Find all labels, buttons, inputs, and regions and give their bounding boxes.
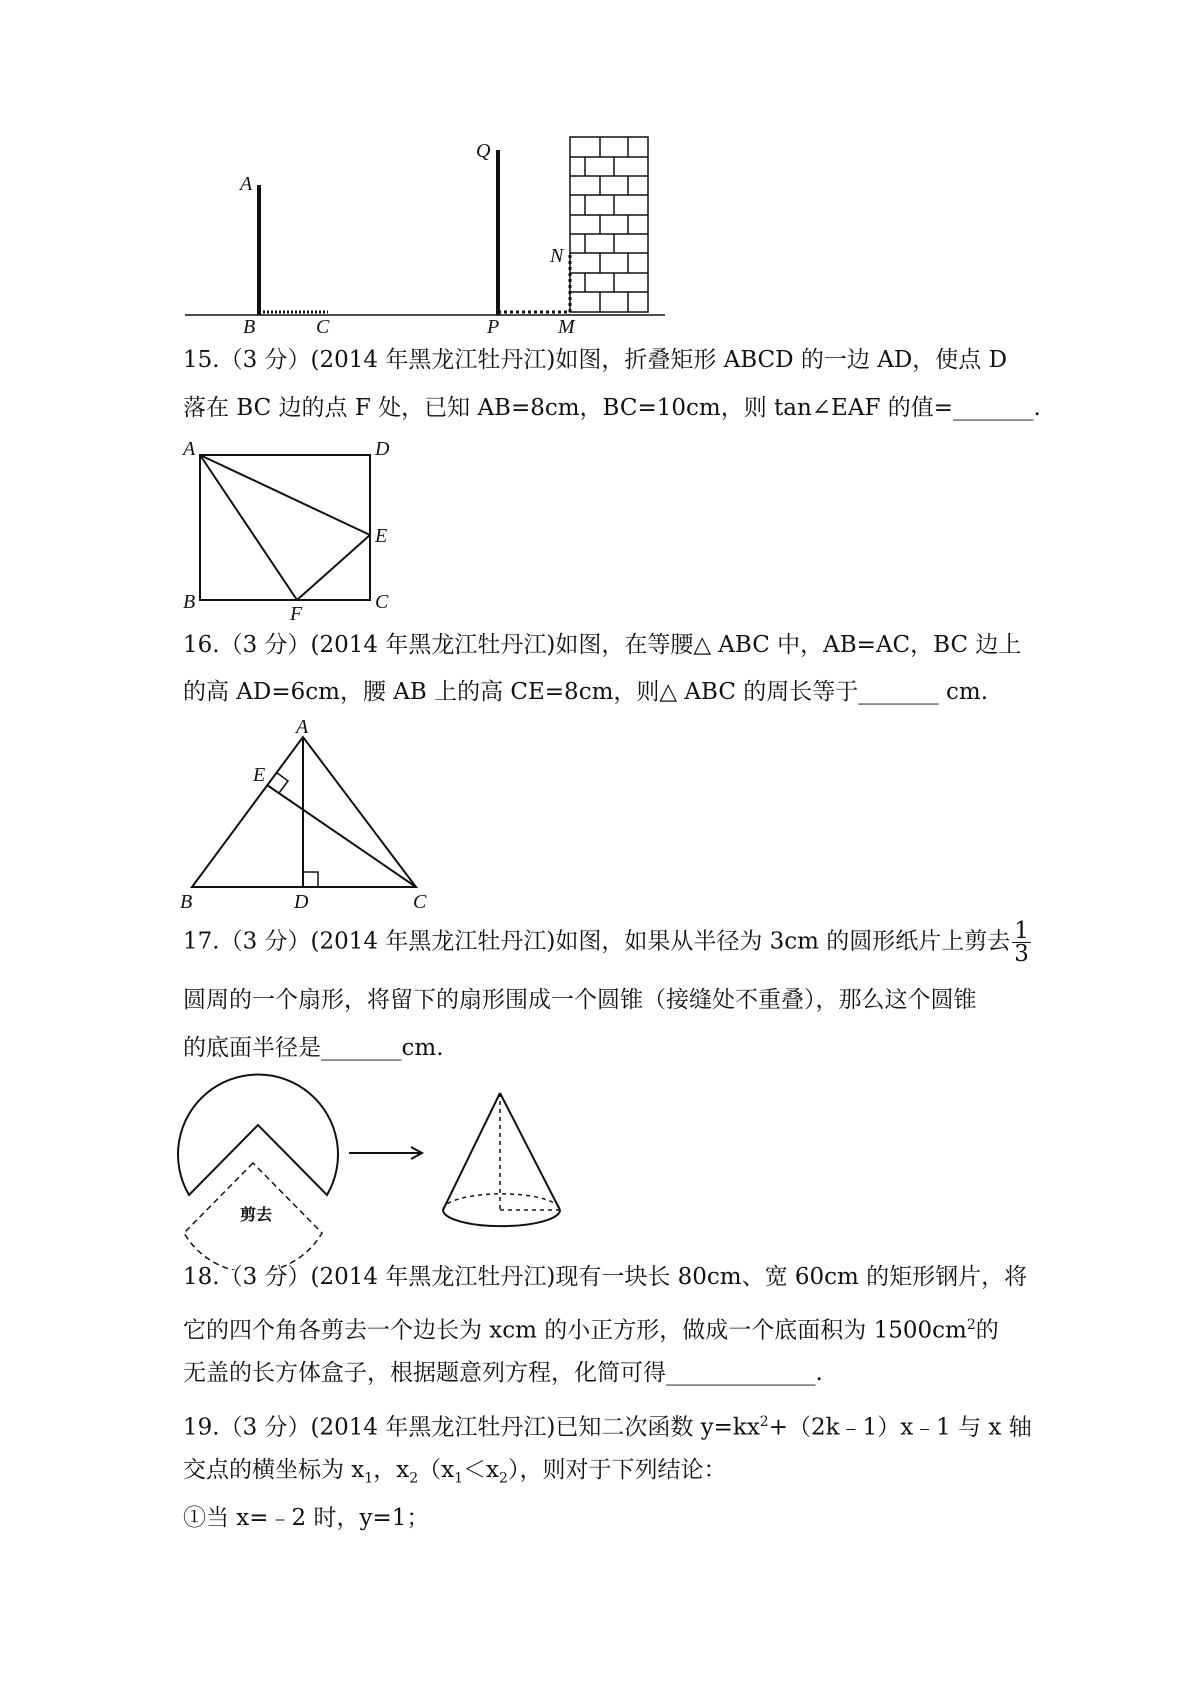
label-a: A <box>296 716 309 738</box>
q19-line1-text: 19.（3 分）(2014 年黑龙江牡丹江)已知二次函数 y=kx <box>183 1414 760 1441</box>
q15-line1: 15.（3 分）(2014 年黑龙江牡丹江)如图，折叠矩形 ABCD 的一边 AD，使点 D <box>183 347 1008 373</box>
q19-line2-text: （x <box>418 1457 455 1483</box>
q19-line2-text: ，x <box>373 1457 410 1483</box>
brick-wall <box>570 137 648 312</box>
superscript: 2 <box>966 1317 976 1333</box>
figure-14 <box>180 135 680 335</box>
label-m: M <box>558 316 575 335</box>
q19-line2-text: ＜x <box>463 1457 500 1483</box>
fraction-one-third <box>1012 920 1031 965</box>
q19-line3: ①当 x=﹣2 时，y=1； <box>183 1505 430 1531</box>
q18-line1: 18.（3 分）(2014 年黑龙江牡丹江)现有一块长 80cm、宽 60cm 的矩形钢片，将 <box>183 1264 1028 1290</box>
fraction-numerator: 1 <box>1014 918 1029 944</box>
cut-label: 剪去 <box>240 1205 273 1224</box>
label-q: Q <box>476 140 491 162</box>
q17-line1 <box>183 920 1031 965</box>
fraction-denominator: 3 <box>1014 941 1029 967</box>
label-b: B <box>180 891 193 913</box>
figure-17 <box>175 1070 575 1270</box>
q18-line2-end: 的 <box>975 1317 999 1344</box>
q19-line2 <box>183 1455 726 1494</box>
label-f: F <box>290 603 303 620</box>
superscript: 2 <box>759 1414 769 1430</box>
q19-line1-end: +（2k﹣1）x﹣1 与 x 轴 <box>768 1414 1032 1441</box>
label-a: A <box>183 438 196 460</box>
q19-line2-text: ），则对于下列结论： <box>507 1457 727 1483</box>
q18-line2-text: 它的四个角各剪去一个边长为 xcm 的小正方形，做成一个底面积为 1500cm <box>183 1317 967 1344</box>
q19-line1 <box>183 1407 1032 1443</box>
label-b: B <box>243 316 256 335</box>
label-d: D <box>294 891 309 913</box>
subscript: 2 <box>499 1470 508 1487</box>
q18-line3: 无盖的长方体盒子，根据题意列方程，化简可得_____________. <box>183 1360 823 1386</box>
q16-line1: 16.（3 分）(2014 年黑龙江牡丹江)如图，在等腰△ ABC 中，AB=AC，BC 边上 <box>183 632 1022 658</box>
cone <box>443 1093 560 1226</box>
label-p: P <box>487 316 500 335</box>
label-e: E <box>253 764 266 786</box>
subscript: 1 <box>364 1470 374 1487</box>
label-c: C <box>375 591 389 613</box>
label-n: N <box>550 245 564 267</box>
subscript: 1 <box>454 1470 464 1487</box>
label-b: B <box>183 591 196 613</box>
q18-line2 <box>183 1310 999 1346</box>
label-c: C <box>413 891 427 913</box>
label-d: D <box>375 438 390 460</box>
subscript: 2 <box>409 1470 419 1487</box>
q16-line2: 的高 AD=6cm，腰 AB 上的高 CE=8cm，则△ ABC 的周长等于_______ cm. <box>183 679 989 705</box>
figure-15 <box>175 430 415 620</box>
q17-line1-text: 17.（3 分）(2014 年黑龙江牡丹江)如图，如果从半径为 3cm 的圆形纸片上剪去 <box>183 928 1011 955</box>
q15-line2: 落在 BC 边的点 F 处，已知 AB=8cm，BC=10cm，则 tan∠EAF 的值=_______. <box>183 395 1041 421</box>
q17-line2: 圆周的一个扇形，将留下的扇形围成一个圆锥（接缝处不重叠），那么这个圆锥 <box>183 987 977 1013</box>
label-a: A <box>240 173 253 195</box>
q17-line3: 的底面半径是_______cm. <box>183 1035 444 1061</box>
q19-line2-text: 交点的横坐标为 x <box>183 1457 365 1483</box>
figure-16 <box>175 715 445 915</box>
label-e: E <box>375 525 388 547</box>
label-c: C <box>316 316 330 335</box>
